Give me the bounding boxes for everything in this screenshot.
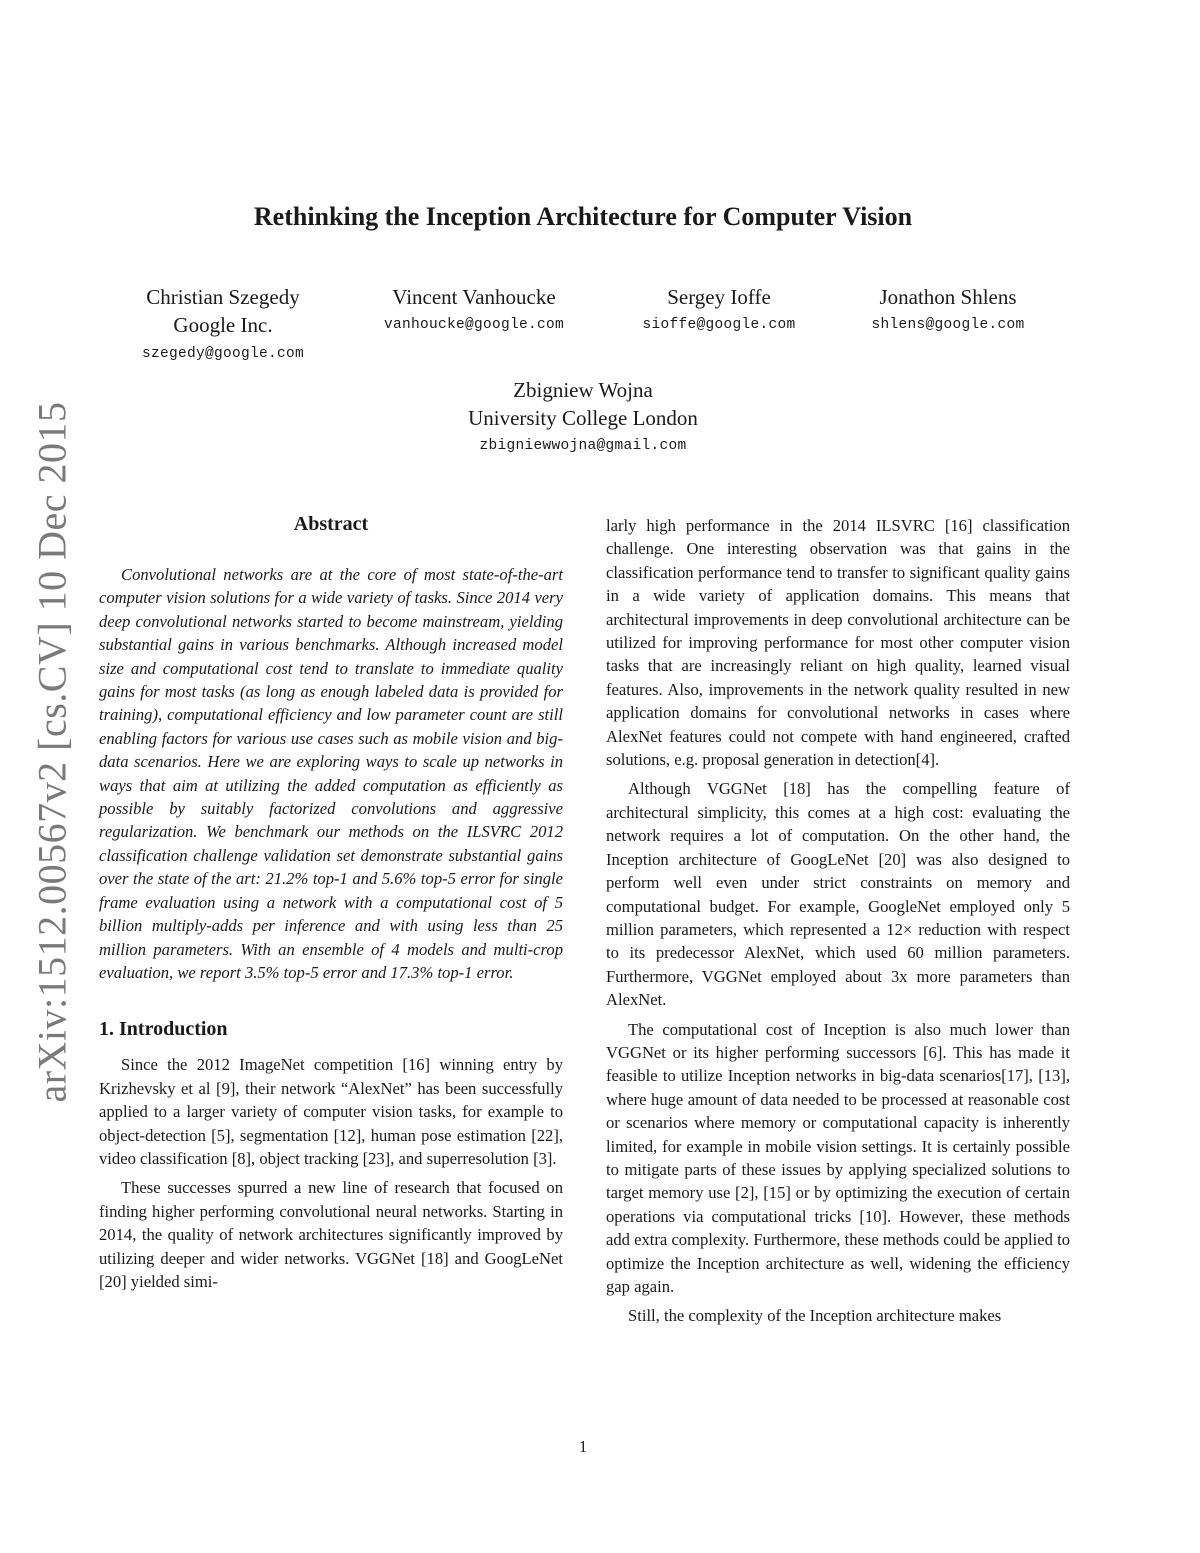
- author-block-ioffe: [642, 283, 795, 339]
- body-paragraph: Although VGGNet [18] has the compelling feature of architectural simplicity, this comes at a high cost: evaluating the network requires a lot of computation. On the other hand, the Inception architecture of GoogLeNet [20] was also designed to perform well even under strict constraints on memory and computational budget. For example, GoogleNet employed only 5 million parameters, which represented a 12× reduction with respect to its predecessor AlexNet, which used 60 million parameters. Furthermore, VGGNet employed about 3x more parameters than AlexNet.: [606, 779, 1070, 1010]
- author-block-szegedy: [146, 283, 299, 339]
- left-column: [99, 512, 563, 1299]
- abstract-heading: Abstract: [293, 513, 369, 535]
- author-affiliation: University College London: [468, 406, 698, 430]
- author-name: Vincent Vanhoucke: [392, 285, 556, 309]
- author-name: Sergey Ioffe: [667, 285, 771, 309]
- abstract-text: Convolutional networks are at the core of most state-of-the-art computer vision solutions for a wide variety of tasks. Since 2014 very deep convolutional networks started to become mainstream, yielding substantial gains in various benchmarks. Although increased model size and computational cost tend to translate to immediate quality gains for most tasks (as long as enough labeled data is provided for training), computational efficiency and low parameter count are still enabling factors for various use cases such as mobile vision and big-data scenarios. Here we are exploring ways to scale up networks in ways that aim at utilizing the added computation as efficiently as possible by suitably factorized convolutions and aggressive regularization. We benchmark our methods on the ILSVRC 2012 classification challenge validation set demonstrate substantial gains over the state of the art: 21.2% top-1 and 5.6% top-5 error for single frame evaluation using a network with a computational cost of 5 billion multiply-adds per inference and with using less than 25 million parameters. With an ensemble of 4 models and multi-crop evaluation, we report 3.5% top-5 error and 17.3% top-1 error.: [99, 565, 563, 982]
- arxiv-identifier-stamp: arXiv:1512.00567v2 [cs.CV] 10 Dec 2015: [29, 401, 75, 1103]
- intro-paragraph: These successes spurred a new line of research that focused on finding higher performing convolutional neural networks. Starting in 2014, the quality of network architectures significantly improved by utilizing deeper and wider networks. VGGNet [18] and GoogLeNet [20] yielded simi-: [99, 1178, 563, 1291]
- author-email: zbigniewwojna@gmail.com: [479, 438, 687, 454]
- author-name: Zbigniew Wojna: [513, 378, 653, 402]
- author-block-vanhoucke: [384, 283, 564, 339]
- author-email: sioffe@google.com: [642, 317, 796, 333]
- author-affiliation: Google Inc.: [173, 313, 273, 337]
- page-number: 1: [578, 1437, 588, 1456]
- author-email: szegedy@google.com: [141, 346, 305, 362]
- author-block-shlens: [871, 283, 1024, 339]
- body-paragraph: larly high performance in the 2014 ILSVRC [16] classification challenge. One interesting observation was that gains in the classification performance tend to transfer to significant quality gains in a wide variety of application domains. This means that architectural improvements in deep convolutional architecture can be utilized for improving performance for most other computer vision tasks that are increasingly reliant on high quality, learned visual features. Also, improvements in the network quality resulted in new application domains for convolutional networks in cases where AlexNet features could not compete with hand engineered, crafted solutions, e.g. proposal generation in detection[4].: [606, 516, 1070, 770]
- author-name: Jonathon Shlens: [879, 285, 1017, 309]
- paper-title: Rethinking the Inception Architecture for Computer Vision: [253, 202, 913, 231]
- author-block-wojna: [468, 376, 698, 460]
- right-column: [606, 514, 1070, 1334]
- body-paragraph: The computational cost of Inception is also much lower than VGGNet or its higher performing successors [6]. This has made it feasible to utilize Inception networks in big-data scenarios[17], [13], where huge amount of data needed to be processed at reasonable cost or scenarios where memory or computational capacity is inherently limited, for example in mobile vision settings. It is certainly possible to mitigate parts of these issues by applying specialized solutions to target memory use [2], [15] or by optimizing the execution of certain operations via computational tricks [10]. However, these methods add extra complexity. Furthermore, these methods could be applied to optimize the Inception architecture as well, widening the efficiency gap again.: [606, 1019, 1070, 1296]
- intro-paragraph: Since the 2012 ImageNet competition [16] winning entry by Krizhevsky et al [9], their network “AlexNet” has been successfully applied to a larger variety of computer vision tasks, for example to object-detection [5], segmentation [12], human pose estimation [22], video classification [8], object tracking [23], and superresolution [3].: [99, 1055, 563, 1168]
- body-paragraph: Still, the complexity of the Inception architecture makes: [628, 1306, 1002, 1326]
- author-name: Christian Szegedy: [146, 285, 300, 309]
- author-email: vanhoucke@google.com: [383, 317, 565, 333]
- section-heading-introduction: 1. Introduction: [99, 1018, 228, 1041]
- author-email: shlens@google.com: [871, 317, 1025, 333]
